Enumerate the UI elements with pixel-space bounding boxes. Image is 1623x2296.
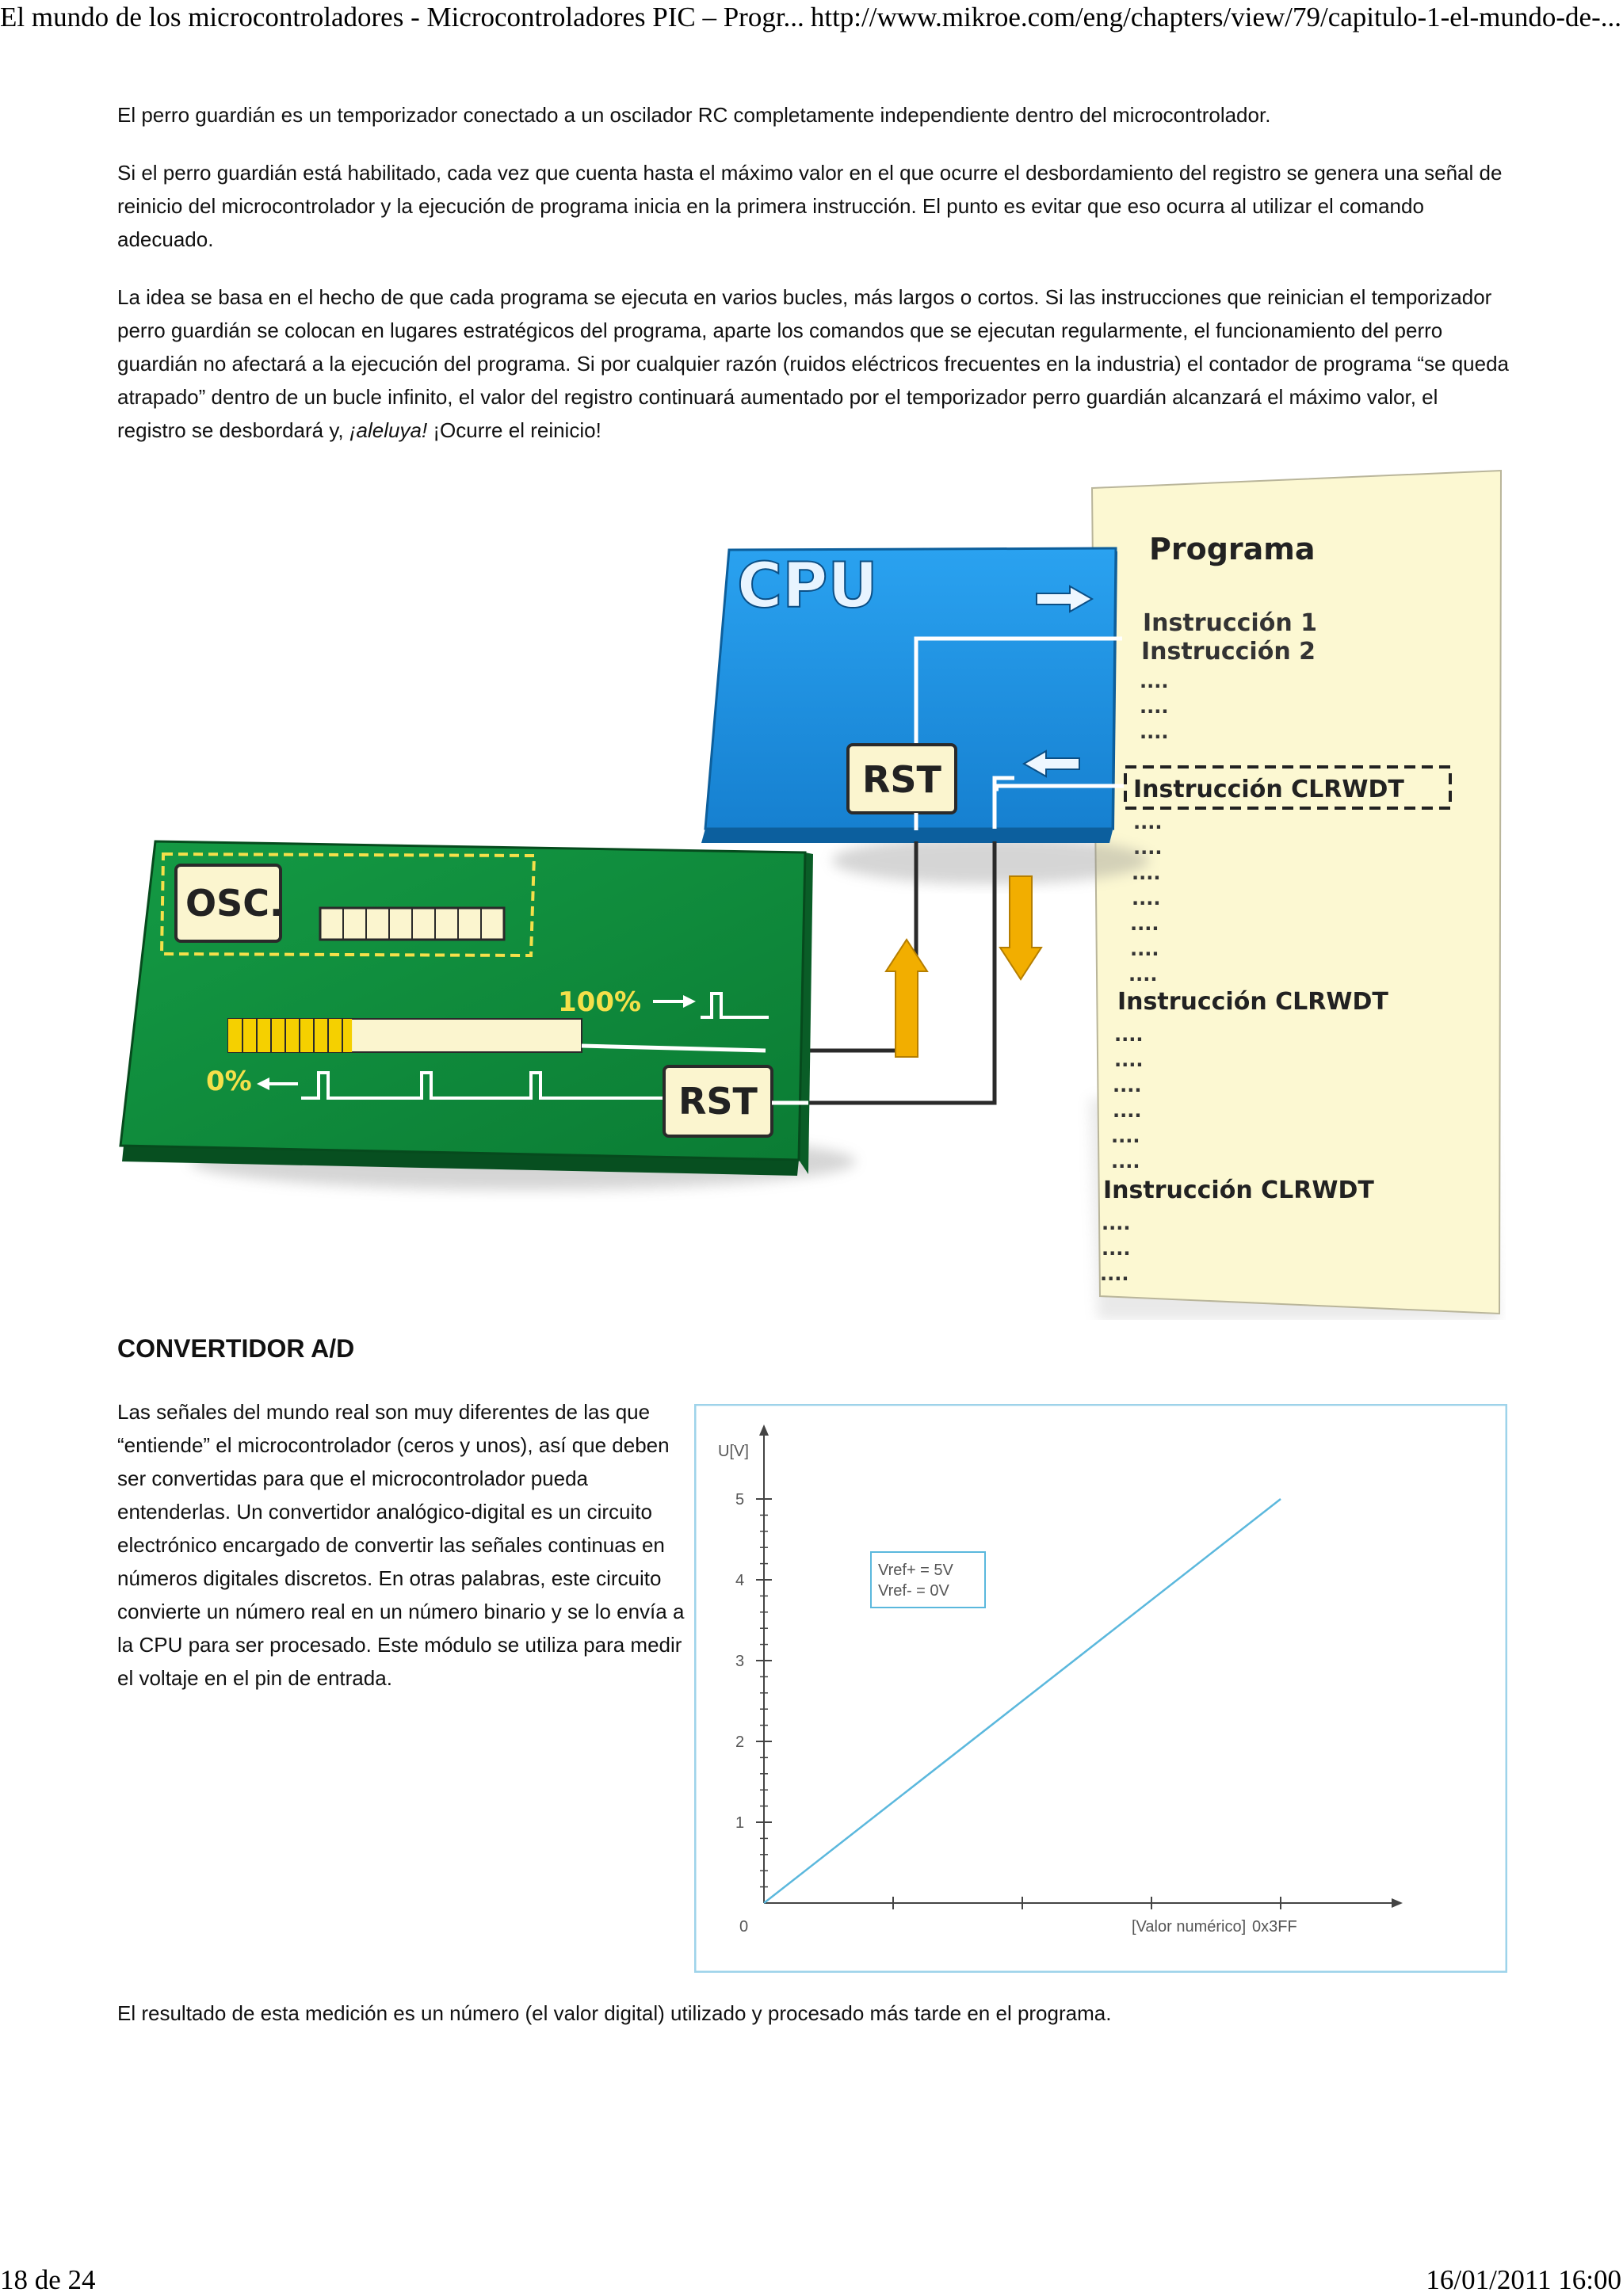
y-tick-label: 5 <box>735 1491 745 1508</box>
ellipsis: .... <box>1130 913 1159 935</box>
paragraph-adc: Las señales del mundo real son muy diferentes de las que “entiende” el microcontrolador (ceros y unos), así que deben ser convertidas para que el microcontrolador pueda entenderlas. Un convertidor analógico-digital es un circuito electrónico encargado de convertir las señales continuas en números digitales discretos. En otras palabras, este circuito convierte un número real en un número binario y se lo envía a la CPU para ser procesado. Este módulo se utiliza para medir el voltaje en el pin de entrada. <box>117 1400 685 1690</box>
watchdog-board <box>120 841 813 1176</box>
clrwdt-instruction-1: Instrucción CLRWDT <box>1133 776 1404 803</box>
paragraph-text-end: ¡Ocurre el reinicio! <box>427 418 601 442</box>
ellipsis: .... <box>1140 670 1169 692</box>
ellipsis: .... <box>1130 938 1159 960</box>
paragraph-watchdog-loops <box>117 280 1512 447</box>
clrwdt-instruction-2: Instrucción CLRWDT <box>1117 988 1388 1016</box>
ellipsis: .... <box>1102 1212 1131 1234</box>
y-tick-label: 3 <box>735 1653 745 1670</box>
ellipsis: .... <box>1111 1125 1140 1147</box>
counter-fill <box>228 1019 352 1052</box>
ellipsis: .... <box>1128 963 1158 986</box>
y-tick-label: 4 <box>735 1572 745 1589</box>
watchdog-counter-bar <box>228 1019 582 1052</box>
legend-vref-plus: Vref+ = 5V <box>878 1562 953 1579</box>
program-listing <box>1090 471 1501 1320</box>
ellipsis: .... <box>1114 1024 1144 1046</box>
paragraph-result: El resultado de esta medición es un número (el valor digital) utilizado y procesado más tarde en el programa. <box>117 2001 1112 2025</box>
document-title: El mundo de los microcontroladores - Microcontroladores PIC – Progr... <box>0 2 804 32</box>
instruction-1: Instrucción 1 <box>1143 609 1318 637</box>
ellipsis: .... <box>1133 811 1163 833</box>
y-tick-label: 2 <box>735 1733 745 1751</box>
x-tick-label: 0x3FF <box>1252 1918 1297 1936</box>
prescaler-register <box>320 908 504 940</box>
pct-0-label: 0% <box>206 1066 252 1097</box>
page-number: 18 de 24 <box>0 2264 96 2295</box>
section-title-adc: CONVERTIDOR A/D <box>117 1334 355 1363</box>
document-url[interactable]: http://www.mikroe.com/eng/chapters/view/79/capitulo-1-el-mundo-de-... <box>810 2 1621 32</box>
cpu-block <box>701 548 1124 843</box>
ellipsis: .... <box>1140 696 1169 718</box>
program-title: Programa <box>1149 532 1316 566</box>
ellipsis: .... <box>1114 1049 1144 1071</box>
adc-chart <box>694 1404 1507 1973</box>
ellipsis: .... <box>1100 1263 1129 1285</box>
clrwdt-instruction-3: Instrucción CLRWDT <box>1103 1177 1374 1204</box>
osc-label: OSC. <box>185 882 284 925</box>
origin-label: 0 <box>739 1918 749 1936</box>
ellipsis: .... <box>1132 862 1161 884</box>
cpu-label: CPU <box>737 551 878 622</box>
ellipsis: .... <box>1111 1150 1140 1173</box>
pct-100-label: 100% <box>558 986 642 1018</box>
ellipsis: .... <box>1133 837 1163 859</box>
ellipsis: .... <box>1140 721 1169 743</box>
arrow-up-icon <box>886 940 927 1057</box>
ellipsis: .... <box>1102 1238 1131 1260</box>
y-tick-label: 1 <box>735 1814 745 1832</box>
wdt-rst-label: RST <box>678 1080 758 1123</box>
y-axis-label: U[V] <box>718 1443 749 1460</box>
cpu-rst-label: RST <box>862 758 941 801</box>
print-datetime: 16/01/2011 16:00 <box>1426 2264 1621 2295</box>
chart-frame <box>695 1405 1507 1972</box>
ellipsis: .... <box>1113 1074 1142 1097</box>
legend-vref-minus: Vref- = 0V <box>878 1582 949 1600</box>
emphasis-text: ¡aleluya! <box>349 418 428 442</box>
chart-legend <box>871 1552 985 1608</box>
ellipsis: .... <box>1132 887 1161 910</box>
ellipsis: .... <box>1113 1100 1142 1122</box>
arrow-down-icon <box>1000 876 1041 979</box>
paragraph-watchdog-reset: Si el perro guardián está habilitado, cada vez que cuenta hasta el máximo valor en el que ocurre el desbordamiento del registro se genera una señal de reinicio del microcontrolador y la ejecución de programa inicia en la primera instrucción. El punto es evitar que eso ocurra al utilizar el comando adecuado. <box>117 161 1503 251</box>
watchdog-diagram <box>111 464 1506 1320</box>
x-axis-label: [Valor numérico] <box>1132 1918 1247 1936</box>
paragraph-watchdog-intro: El perro guardián es un temporizador conectado a un oscilador RC completamente independiente dentro del microcontrolador. <box>117 103 1271 127</box>
instruction-2: Instrucción 2 <box>1141 638 1316 666</box>
paragraph-text: La idea se basa en el hecho de que cada programa se ejecuta en varios bucles, más largos o cortos. Si las instrucciones que reinician el temporizador perro guardián se colocan en lugares estratégicos del programa, aparte los comandos que se ejecutan regularmente, el funcionamiento del perro guardián no afectará a la ejecución del programa. Si por cualquier razón (ruidos eléctricos frecuentes en la industria) el contador de programa “se queda atrapado” dentro de un bucle infinito, el valor del registro continuará aumentado por el temporizador perro guardián alcanzará el máximo valor, el registro se desbordará y, <box>117 285 1510 442</box>
